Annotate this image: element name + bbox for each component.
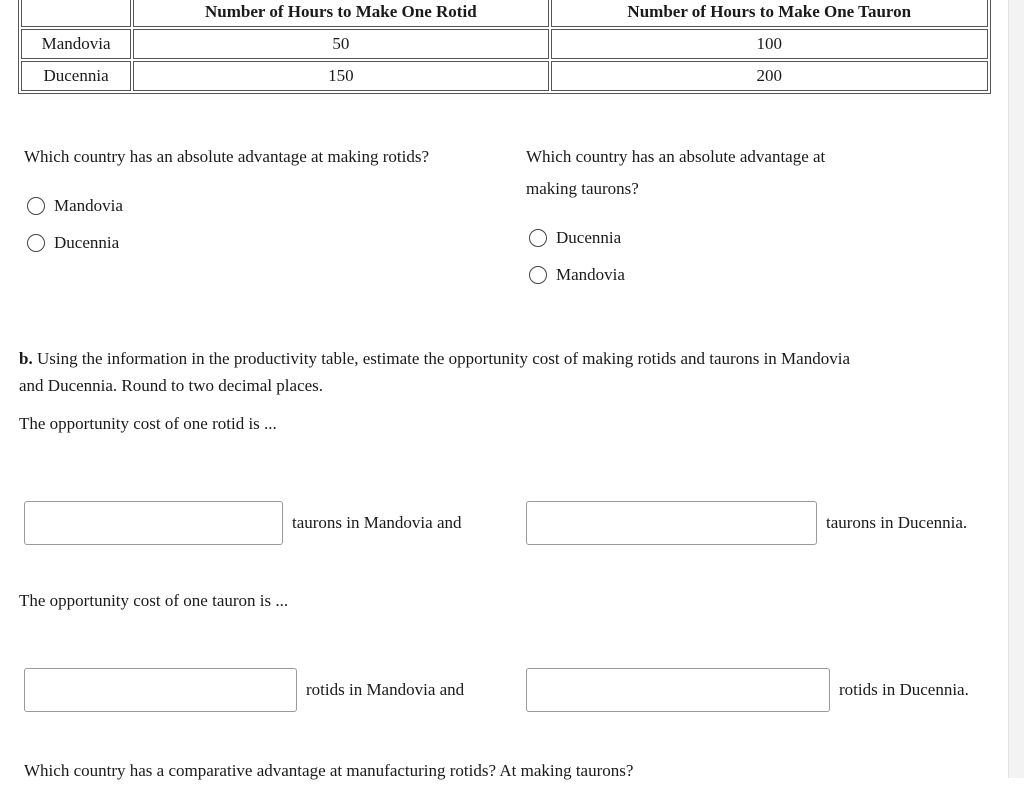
question-absolute-tauron <box>526 141 825 205</box>
unit-label: rotids in Mandovia and <box>306 680 465 699</box>
rotid-cost-prompt: The opportunity cost of one rotid is ... <box>19 414 277 433</box>
table-cell-tauron: 100 <box>551 29 988 59</box>
question-comparative: Which country has a comparative advantage at manufacturing rotids? At making taurons? <box>24 761 634 780</box>
table-header-row <box>21 0 988 27</box>
radio-label: Mandovia <box>54 196 123 215</box>
tauron-cost-prompt: The opportunity cost of one tauron is ... <box>19 591 289 610</box>
instruction-line <box>19 345 850 372</box>
table-row <box>21 61 988 91</box>
table-header-cell: Number of Hours to Make One Rotid <box>133 0 548 27</box>
radio-button[interactable] <box>27 197 45 215</box>
part-b-instructions <box>19 345 850 399</box>
unit-label: taurons in Mandovia and <box>292 513 462 532</box>
rotid-cost-mandovia-input[interactable] <box>24 501 283 545</box>
table-cell-rotid: 50 <box>133 29 548 59</box>
question-line: Which country has an absolute advantage at <box>526 147 826 166</box>
table-cell-country: Mandovia <box>21 29 131 59</box>
tauron-cost-ducennia-input[interactable] <box>526 668 830 712</box>
radio-label: Ducennia <box>54 233 120 252</box>
radio-label: Ducennia <box>556 228 622 247</box>
unit-label: taurons in Ducennia. <box>826 513 968 532</box>
instruction-line: and Ducennia. Round to two decimal places. <box>19 376 324 395</box>
table-cell-rotid: 150 <box>133 61 548 91</box>
table-cell-tauron: 200 <box>551 61 988 91</box>
radio-button[interactable] <box>529 229 547 247</box>
radio-option-rotid-mandovia[interactable] <box>27 196 123 216</box>
radio-button[interactable] <box>27 234 45 252</box>
table-cell-country: Ducennia <box>21 61 131 91</box>
radio-option-tauron-ducennia[interactable] <box>529 228 621 248</box>
tauron-cost-mandovia-input[interactable] <box>24 668 297 712</box>
scrollbar-track[interactable] <box>1008 0 1024 778</box>
table-header-cell <box>21 0 131 27</box>
part-label: b. <box>19 349 33 368</box>
instruction-text: Using the information in the productivity table, estimate the opportunity cost of making rotids and taurons in Mandovia <box>32 349 850 368</box>
rotid-cost-ducennia-input[interactable] <box>526 501 817 545</box>
radio-label: Mandovia <box>556 265 625 284</box>
productivity-table <box>18 0 991 94</box>
table-row <box>21 29 988 59</box>
radio-option-rotid-ducennia[interactable] <box>27 233 119 253</box>
radio-option-tauron-mandovia[interactable] <box>529 265 625 285</box>
question-absolute-rotid: Which country has an absolute advantage at making rotids? <box>24 147 430 166</box>
table-header-cell: Number of Hours to Make One Tauron <box>551 0 988 27</box>
radio-button[interactable] <box>529 266 547 284</box>
question-line: making taurons? <box>526 179 639 198</box>
unit-label: rotids in Ducennia. <box>839 680 969 699</box>
